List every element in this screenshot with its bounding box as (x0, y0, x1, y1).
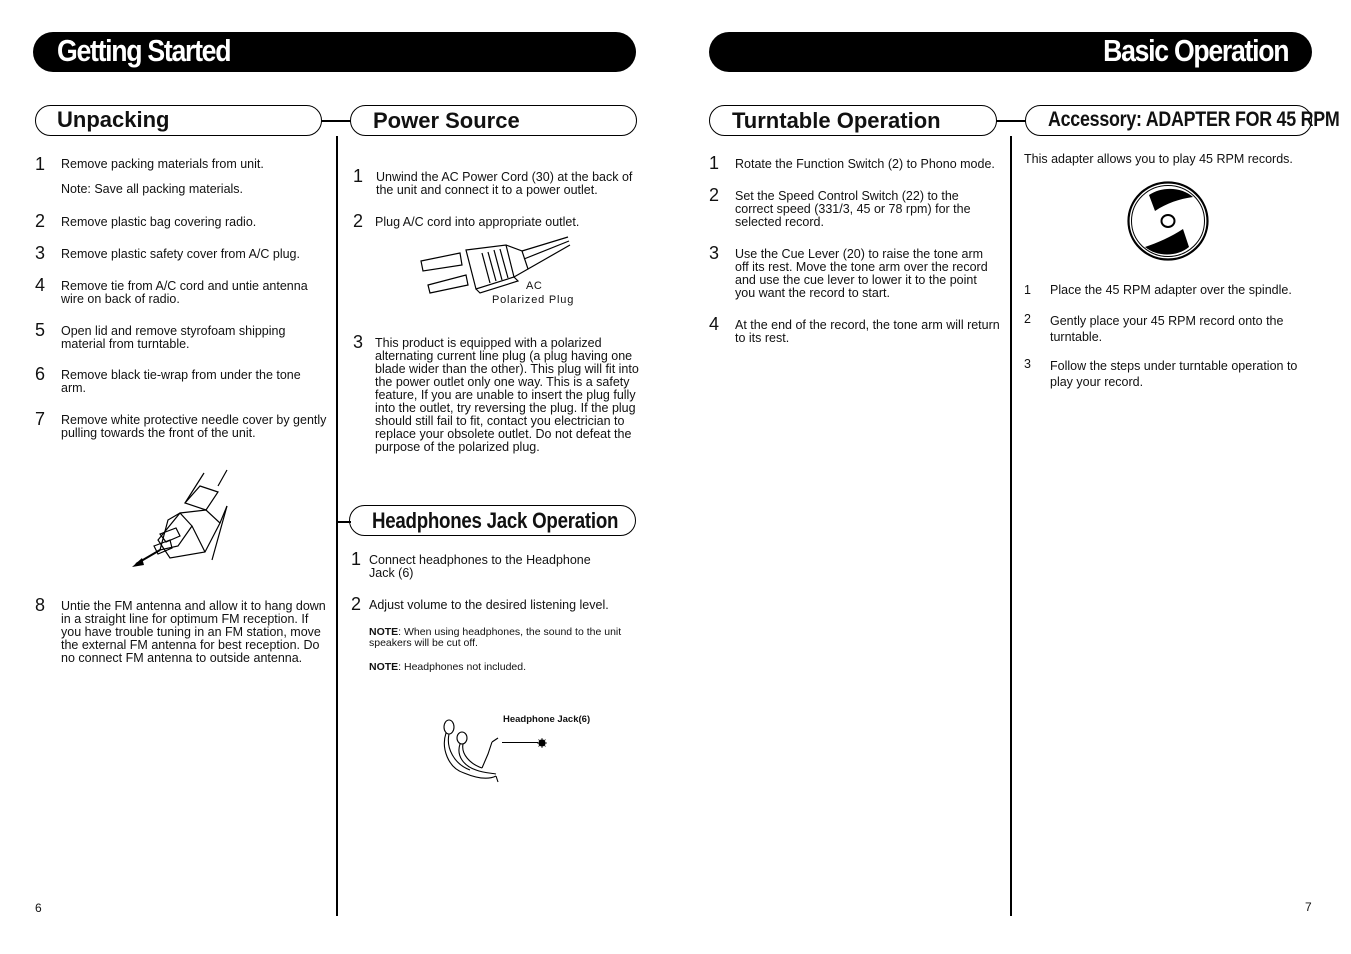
step-number: 8 (35, 595, 46, 615)
note-label: NOTE (369, 626, 399, 638)
step-number: 6 (35, 364, 46, 384)
step-number: 1 (351, 549, 362, 569)
column-divider (1010, 136, 1012, 916)
step-text: Untie the FM antenna and allow it to hang down in a straight line for optimum FM reception. If you have trouble tuning in an FM station, move the external FM antenna for best reception. Do no connect FM antenna to outside antenna. (61, 599, 326, 665)
step-number: 1 (709, 153, 720, 173)
step-number: 2 (1024, 312, 1031, 326)
headphones-heading-label: Headphones Jack Operation (372, 508, 619, 533)
plug-label-ac: AC (526, 280, 543, 292)
step-text: Remove plastic safety cover from A/C plug. (61, 247, 300, 261)
left-page-title: Getting Started (57, 33, 231, 68)
column-divider (336, 136, 338, 916)
page-number-right: 7 (1305, 900, 1312, 914)
step-text: Place the 45 RPM adapter over the spindle. (1050, 283, 1292, 297)
headphones-illustration (436, 718, 506, 784)
step-text: Open lid and remove styrofoam shipping material from turntable. (61, 324, 286, 351)
unpacking-heading-rule (321, 120, 351, 122)
adapter-45-rpm-illustration (1127, 181, 1211, 263)
step-number: 2 (709, 185, 720, 205)
accessory-heading-label: Accessory: ADAPTER FOR 45 RPM (1048, 108, 1340, 131)
step-text: Remove white protective needle cover by gently pulling towards the front of the unit. (61, 413, 327, 440)
headphone-jack-pointer (502, 742, 538, 743)
step-text: At the end of the record, the tone arm will return to its rest. (735, 318, 1000, 345)
note-label: NOTE (369, 661, 399, 673)
step-number: 4 (35, 275, 46, 295)
step-text: Adjust volume to the desired listening level. (369, 598, 609, 612)
step-text: Unwind the AC Power Cord (30) at the back of the unit and connect it to a power outlet. (376, 170, 633, 197)
left-page-banner (33, 32, 636, 72)
step-number: 1 (1024, 283, 1031, 297)
step-number: 3 (709, 243, 720, 263)
headphones-note-2 (369, 662, 644, 673)
accessory-heading (1025, 105, 1340, 136)
step-number: 3 (353, 332, 364, 352)
step-number: 2 (351, 594, 362, 614)
step-text: Remove packing materials from unit. (61, 157, 264, 171)
polarized-plug-illustration (418, 235, 573, 297)
step-number: 2 (35, 211, 46, 231)
step-text: Use the Cue Lever (20) to raise the tone arm off its rest. Move the tone arm over the record and use the cue lever to lower it to the point you want the record to start. (735, 247, 988, 300)
needle-cover-illustration (130, 468, 235, 570)
step-number: 5 (35, 320, 46, 340)
step-note: Note: Save all packing materials. (61, 182, 244, 196)
turntable-heading (709, 105, 997, 136)
step-text: Follow the steps under turntable operation to play your record. (1050, 359, 1298, 389)
step-number: 3 (35, 243, 46, 263)
unpacking-heading-label: Unpacking (57, 107, 170, 132)
turntable-heading-rule (996, 120, 1026, 122)
step-text: Plug A/C cord into appropriate outlet. (375, 215, 580, 229)
step-text: Connect headphones to the Headphone Jack (6) (369, 553, 591, 580)
power-source-heading (350, 105, 637, 136)
note-text: : Headphones not included. (398, 661, 527, 673)
turntable-heading-label: Turntable Operation (732, 108, 941, 133)
step-text: Remove tie from A/C cord and untie antenna wire on back of radio. (61, 279, 308, 306)
step-number: 4 (709, 314, 720, 334)
headphone-jack-label: Headphone Jack(6) (503, 714, 591, 725)
step-text: Rotate the Function Switch (2) to Phono mode. (735, 157, 995, 171)
step-text: Remove plastic bag covering radio. (61, 215, 257, 229)
power-source-heading-label: Power Source (373, 108, 520, 133)
headphones-heading (349, 505, 636, 536)
unpacking-heading (35, 105, 322, 136)
step-number: 1 (35, 154, 46, 174)
step-text: Gently place your 45 RPM record onto the turntable. (1050, 314, 1284, 344)
step-text: Set the Speed Control Switch (22) to the correct speed (331/3, 45 or 78 rpm) for the selected record. (735, 189, 971, 229)
step-text: This product is equipped with a polarized alternating current line plug (a plug having one blade wider than the other). This plug will fit into the power outlet only one way. This is a safety feature, If you are unable to insert the plug fully into the outlet, try reversing the plug. If the plug should still fail to fit, contact you electrician to replace your obsolete outlet. Do not defeat the purpose of the polarized plug. (375, 336, 639, 454)
plug-label-polarized: Polarized Plug (492, 294, 575, 306)
right-page-title: Basic Operation (1102, 33, 1288, 68)
step-text: Remove black tie-wrap from under the tone arm. (61, 368, 301, 395)
accessory-intro: This adapter allows you to play 45 RPM records. (1024, 152, 1293, 166)
step-number: 2 (353, 211, 364, 231)
headphone-jack-icon (537, 738, 547, 748)
note-text: : When using headphones, the sound to the unit speakers will be cut off. (369, 626, 622, 649)
right-page-banner (709, 32, 1312, 72)
page-number-left: 6 (35, 901, 42, 915)
step-number: 3 (1024, 357, 1031, 371)
step-number: 1 (353, 166, 364, 186)
step-number: 7 (35, 409, 46, 429)
headphones-note-1 (369, 627, 644, 649)
